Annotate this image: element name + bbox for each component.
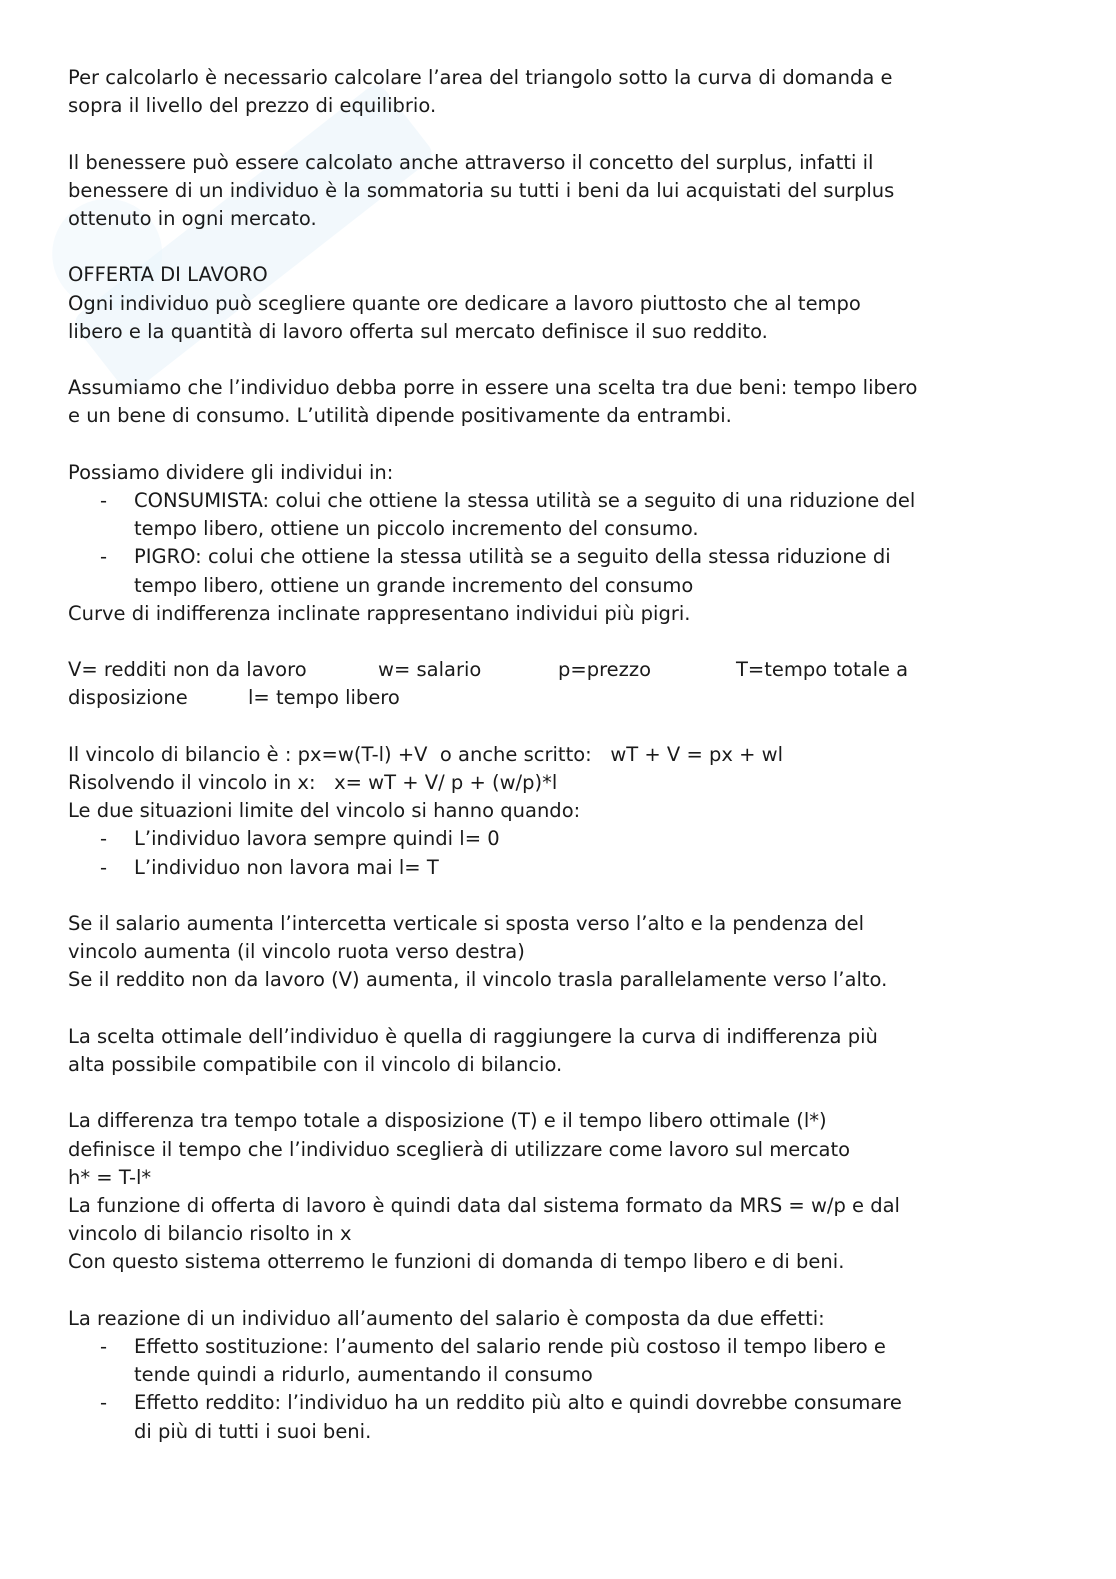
list-item bbox=[68, 854, 1058, 882]
bullet-dash: - bbox=[100, 545, 108, 569]
text-line: La differenza tra tempo totale a disposizione (T) e il tempo libero ottimale (l*) bbox=[68, 1109, 827, 1133]
var-l: l= tempo libero bbox=[248, 686, 400, 710]
text-line: tempo libero, ottiene un grande incremento del consumo bbox=[134, 573, 694, 597]
bullet-dash: - bbox=[100, 827, 108, 851]
text-line: L’individuo lavora sempre quindi l= 0 bbox=[134, 827, 500, 851]
paragraph-effetti-salario bbox=[68, 1305, 1058, 1446]
text-line: ottenuto in ogni mercato. bbox=[68, 207, 317, 230]
paragraph-salario-aumenta bbox=[68, 910, 1058, 995]
text-line: tende quindi a ridurlo, aumentando il consumo bbox=[134, 1363, 593, 1387]
text-line: Risolvendo il vincolo in x: x= wT + V/ p + (w/p)*l bbox=[68, 770, 558, 794]
text-line: tempo libero, ottiene un piccolo incremento del consumo. bbox=[134, 517, 699, 541]
text-line: CONSUMISTA: colui che ottiene la stessa utilità se a seguito di una riduzione del bbox=[134, 488, 916, 512]
text-line: sopra il livello del prezzo di equilibrio. bbox=[68, 94, 437, 118]
paragraph-scelta-ottimale bbox=[68, 1023, 1058, 1079]
paragraph-tipi-individui bbox=[68, 459, 1058, 628]
text-line: La reazione di un individuo all’aumento del salario è composta da due effetti: bbox=[68, 1306, 825, 1330]
text-line: Curve di indifferenza inclinate rappresentano individui più pigri. bbox=[68, 601, 691, 625]
list-item bbox=[68, 825, 1058, 853]
text-line: Se il salario aumenta l’intercetta verticale si sposta verso l’alto e la pendenza del bbox=[68, 911, 864, 935]
paragraph-benessere bbox=[68, 149, 1058, 234]
text-line: vincolo aumenta (il vincolo ruota verso destra) bbox=[68, 940, 525, 964]
list-item bbox=[68, 1389, 1058, 1445]
text-line: libero e la quantità di lavoro offerta sul mercato definisce il suo reddito. bbox=[68, 319, 768, 343]
var-t-cont: disposizione bbox=[68, 686, 188, 710]
bullet-list bbox=[68, 825, 1058, 881]
var-p: p=prezzo bbox=[558, 658, 652, 682]
text-line: Il vincolo di bilancio è : px=w(T-l) +V o anche scritto: wT + V = px + wl bbox=[68, 742, 784, 766]
variables-line bbox=[68, 656, 1058, 684]
list-item bbox=[68, 1333, 1058, 1389]
text-line: Le due situazioni limite del vincolo si hanno quando: bbox=[68, 799, 581, 823]
text-line: Effetto reddito: l’individuo ha un reddito più alto e quindi dovrebbe consumare bbox=[134, 1391, 902, 1415]
text-line: benessere di un individuo è la sommatoria su tutti i beni da lui acquistati del surplus bbox=[68, 178, 895, 202]
text-line: Con questo sistema otterremo le funzioni di domanda di tempo libero e di beni. bbox=[68, 1250, 845, 1274]
text-line: di più di tutti i suoi beni. bbox=[134, 1419, 372, 1443]
paragraph-assumiamo bbox=[68, 374, 1058, 430]
text-line: Assumiamo che l’individuo debba porre in essere una scelta tra due beni: tempo libero bbox=[68, 376, 918, 400]
bullet-dash: - bbox=[100, 1334, 108, 1358]
var-t: T=tempo totale a bbox=[736, 658, 909, 682]
variables-line bbox=[68, 684, 1058, 712]
text-line: La funzione di offerta di lavoro è quindi data dal sistema formato da MRS = w/p e dal bbox=[68, 1193, 900, 1217]
bullet-dash: - bbox=[100, 1391, 108, 1415]
text-line: Ogni individuo può scegliere quante ore dedicare a lavoro piuttosto che al tempo bbox=[68, 291, 861, 315]
text-line: PIGRO: colui che ottiene la stessa utilità se a seguito della stessa riduzione di bbox=[134, 545, 891, 569]
bullet-dash: - bbox=[100, 488, 108, 512]
text-line: e un bene di consumo. L’utilità dipende positivamente da entrambi. bbox=[68, 404, 732, 428]
paragraph-vincolo-bilancio bbox=[68, 741, 1058, 882]
bullet-list bbox=[68, 487, 1058, 600]
section-offerta-di-lavoro bbox=[68, 261, 1058, 346]
text-line: h* = T-l* bbox=[68, 1165, 152, 1189]
text-line: La scelta ottimale dell’individuo è quella di raggiungere la curva di indifferenza più bbox=[68, 1024, 878, 1048]
text-line: Il benessere può essere calcolato anche attraverso il concetto del surplus, infatti il bbox=[68, 150, 874, 174]
paragraph-variabili bbox=[68, 656, 1058, 712]
list-item bbox=[68, 543, 1058, 599]
text-line: vincolo di bilancio risolto in x bbox=[68, 1222, 352, 1246]
text-line: Per calcolarlo è necessario calcolare l’area del triangolo sotto la curva di domanda e bbox=[68, 66, 893, 89]
text-line: definisce il tempo che l’individuo sceglierà di utilizzare come lavoro sul mercato bbox=[68, 1137, 851, 1161]
bullet-dash: - bbox=[100, 855, 108, 879]
text-line: alta possibile compatibile con il vincolo di bilancio. bbox=[68, 1052, 563, 1076]
text-line: Possiamo dividere gli individui in: bbox=[68, 460, 394, 484]
bullet-list bbox=[68, 1333, 1058, 1446]
var-w: w= salario bbox=[378, 658, 482, 682]
document-page bbox=[68, 64, 1058, 1446]
text-line: Effetto sostituzione: l’aumento del salario rende più costoso il tempo libero e bbox=[134, 1334, 886, 1358]
section-heading: OFFERTA DI LAVORO bbox=[68, 263, 268, 287]
list-item bbox=[68, 487, 1058, 543]
text-line: Se il reddito non da lavoro (V) aumenta, il vincolo trasla parallelamente verso l’alto. bbox=[68, 968, 888, 992]
text-line: L’individuo non lavora mai l= T bbox=[134, 855, 439, 879]
paragraph-offerta-funzione bbox=[68, 1107, 1058, 1276]
var-v: V= redditi non da lavoro bbox=[68, 658, 307, 682]
paragraph-surplus-calc bbox=[68, 64, 1058, 120]
